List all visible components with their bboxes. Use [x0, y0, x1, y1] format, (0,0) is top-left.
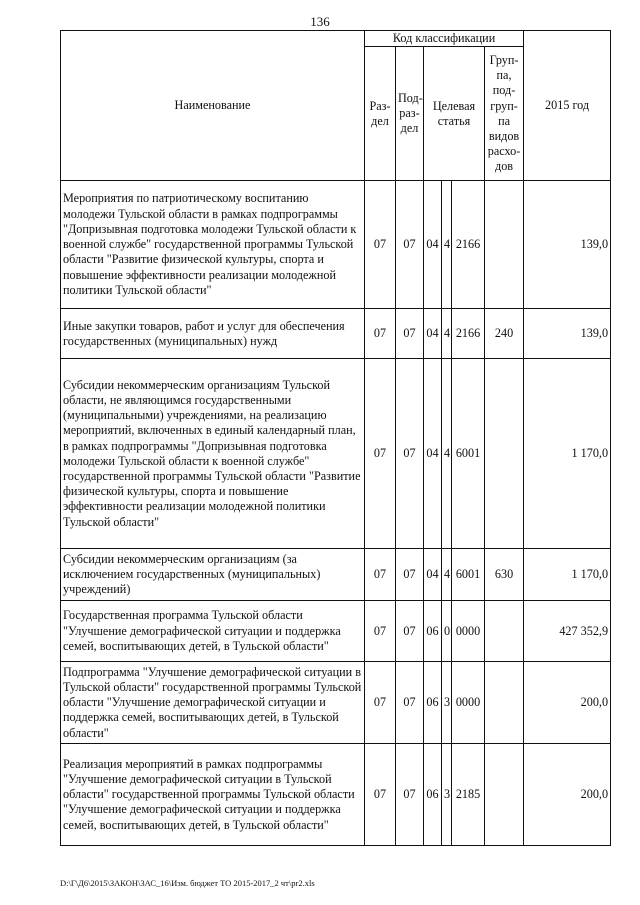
table-header: [61, 31, 611, 181]
row-target-subprogram: 0: [442, 601, 452, 662]
row-target-program: 04: [424, 359, 442, 549]
row-target-direction: 6001: [452, 359, 485, 549]
table-row: [61, 744, 611, 846]
row-expense-type: [485, 601, 524, 662]
row-target-direction: 2166: [452, 181, 485, 309]
row-target-direction: 2185: [452, 744, 485, 846]
row-target-direction: 0000: [452, 662, 485, 744]
row-expense-type: [485, 744, 524, 846]
row-name: Государственная программа Тульской области "Улучшение демографической ситуации и поддержка семей, воспитывающих детей, в Тульской области": [61, 601, 365, 662]
row-podrazdel: 07: [396, 601, 424, 662]
row-name: Субсидии некоммерческим организациям (за исключением государственных (муниципальных) учреждений): [61, 549, 365, 601]
table-row: [61, 359, 611, 549]
table-row: [61, 309, 611, 359]
row-target-program: 04: [424, 181, 442, 309]
row-amount: 139,0: [524, 181, 611, 309]
table-body: [61, 181, 611, 846]
header-podrazdel: Под- раз- дел: [396, 47, 424, 181]
file-path-footer: D:\Г\Д6\2015\ЗАКОН\ЗАС_16\Изм. бюджет ТО 2015-2017_2 чт\pr2.xls: [60, 878, 315, 888]
row-amount: 1 170,0: [524, 549, 611, 601]
budget-table: [60, 30, 611, 846]
row-target-subprogram: 4: [442, 309, 452, 359]
row-razdel: 07: [365, 601, 396, 662]
table-row: [61, 662, 611, 744]
header-razdel: Раз- дел: [365, 47, 396, 181]
row-razdel: 07: [365, 359, 396, 549]
row-target-program: 04: [424, 309, 442, 359]
header-year: 2015 год: [524, 31, 611, 181]
table-row: [61, 181, 611, 309]
row-amount: 139,0: [524, 309, 611, 359]
row-target-subprogram: 4: [442, 549, 452, 601]
row-razdel: 07: [365, 549, 396, 601]
row-target-subprogram: 4: [442, 359, 452, 549]
row-expense-type: [485, 181, 524, 309]
row-razdel: 07: [365, 744, 396, 846]
row-razdel: 07: [365, 181, 396, 309]
row-podrazdel: 07: [396, 662, 424, 744]
row-expense-type: [485, 359, 524, 549]
row-name: Реализация мероприятий в рамках подпрограммы "Улучшение демографической ситуации в Тульской области" государственной программы Тульской области "Улучшение демографической ситуации и поддержка семей, воспитывающих детей, в Тульской области": [61, 744, 365, 846]
row-target-program: 06: [424, 601, 442, 662]
row-podrazdel: 07: [396, 549, 424, 601]
row-razdel: 07: [365, 662, 396, 744]
row-expense-type: 240: [485, 309, 524, 359]
row-target-subprogram: 3: [442, 662, 452, 744]
row-target-program: 06: [424, 744, 442, 846]
row-razdel: 07: [365, 309, 396, 359]
table-row: [61, 549, 611, 601]
row-name: Субсидии некоммерческим организациям Тульской области, не являющимся государственными (муниципальными) учреждениями, на реализацию мероприятий, включенных в единый календарный план, в рамках подпрограммы "Допризывная подготовка молодежи Тульской области к военной службе" государственной программы Тульской области "Развитие физической культуры, спорта и повышение эффективности реализации молодежной политики Тульской области": [61, 359, 365, 549]
row-name: Мероприятия по патриотическому воспитанию молодежи Тульской области в рамках подпрограммы "Допризывная подготовка молодежи Тульской области к военной службе" государственной программы Тульской области "Развитие физической культуры, спорта и повышение эффективности реализации молодежной политики Тульской области": [61, 181, 365, 309]
table-row: [61, 601, 611, 662]
row-amount: 427 352,9: [524, 601, 611, 662]
page-number: 136: [310, 14, 330, 29]
row-expense-type: [485, 662, 524, 744]
row-target-subprogram: 3: [442, 744, 452, 846]
header-celevaya-statya: Целевая статья: [424, 47, 485, 181]
row-expense-type: 630: [485, 549, 524, 601]
row-target-direction: 2166: [452, 309, 485, 359]
row-amount: 200,0: [524, 744, 611, 846]
header-name: Наименование: [61, 31, 365, 181]
header-gruppa-vidov: Груп- па, под- груп- па видов расхо- дов: [485, 47, 524, 181]
row-amount: 1 170,0: [524, 359, 611, 549]
row-name: Иные закупки товаров, работ и услуг для обеспечения государственных (муниципальных) нужд: [61, 309, 365, 359]
row-target-program: 06: [424, 662, 442, 744]
row-name: Подпрограмма "Улучшение демографической ситуации в Тульской области" государственной программы Тульской области "Улучшение демографической ситуации и поддержка семей, воспитывающих детей, в Тульской области": [61, 662, 365, 744]
row-target-program: 04: [424, 549, 442, 601]
row-podrazdel: 07: [396, 359, 424, 549]
row-target-subprogram: 4: [442, 181, 452, 309]
row-podrazdel: 07: [396, 309, 424, 359]
header-code-group: Код классификации: [365, 31, 524, 47]
row-podrazdel: 07: [396, 744, 424, 846]
row-target-direction: 0000: [452, 601, 485, 662]
row-podrazdel: 07: [396, 181, 424, 309]
row-target-direction: 6001: [452, 549, 485, 601]
row-amount: 200,0: [524, 662, 611, 744]
